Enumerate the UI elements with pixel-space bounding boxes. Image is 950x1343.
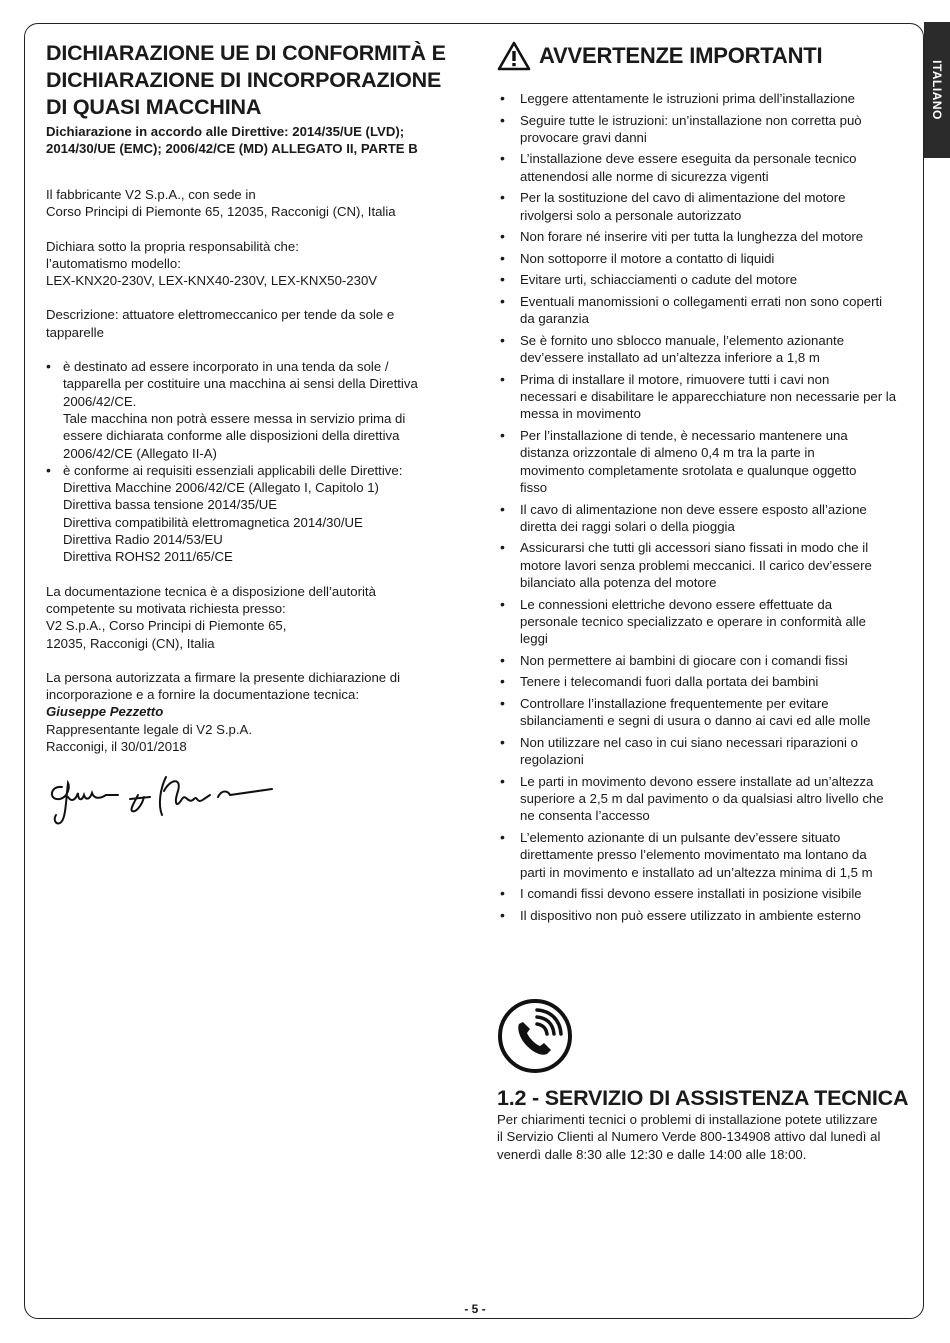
language-tab-label: ITALIANO xyxy=(930,60,944,120)
list-item: • Non permettere ai bambini di giocare con i comandi fissi xyxy=(497,652,909,669)
warnings-list xyxy=(497,90,909,924)
list-item: • Leggere attentamente le istruzioni prima dell’installazione xyxy=(497,90,909,107)
declaration-bullets xyxy=(46,358,446,566)
documentation-paragraph: La documentazione tecnica è a disposizione dell’autorità competente su motivata richiesta presso: V2 S.p.A., Corso Principi di Piemonte 65, 12035, Racconigi (CN), Italia xyxy=(46,583,376,651)
list-item: • Non sottoporre il motore a contatto di liquidi xyxy=(497,250,909,267)
list-item: • Le connessioni elettriche devono essere effettuate da personale tecnico specializzato e operare in conformità alle leggi xyxy=(497,596,909,648)
list-item: • L’installazione deve essere eseguita da personale tecnico attenendosi alle norme di sicurezza vigenti xyxy=(497,150,909,185)
declaration-title: DICHIARAZIONE UE DI CONFORMITÀ E DICHIARAZIONE DI INCORPORAZIONE DI QUASI MACCHINA xyxy=(46,41,446,119)
declaration-column xyxy=(46,40,446,834)
list-item: • Tenere i telecomandi fuori dalla portata dei bambini xyxy=(497,673,909,690)
list-item: • Il cavo di alimentazione non deve essere esposto all’azione diretta dei raggi solari o della pioggia xyxy=(497,501,909,536)
list-item: • Evitare urti, schiacciamenti o cadute del motore xyxy=(497,271,909,288)
list-item: • Le parti in movimento devono essere installate ad un’altezza superiore a 2,5 m dal pavimento o da qualsiasi altro livello che ne consenta l’accesso xyxy=(497,773,909,825)
list-item: • L’elemento azionante di un pulsante dev’essere situato direttamente presso l’elemento movimentato ma lontano da parti in movimento e installato ad un’altezza minima di 1,5 m xyxy=(497,829,909,881)
list-item: • Per la sostituzione del cavo di alimentazione del motore rivolgersi solo a personale autorizzato xyxy=(497,189,909,224)
assistance-section xyxy=(497,998,917,1163)
warnings-column xyxy=(497,40,909,928)
declaration-subtitle: Dichiarazione in accordo alle Direttive: 2014/35/UE (LVD); 2014/30/UE (EMC); 2006/42/CE (MD) ALLEGATO II, PARTE B xyxy=(46,124,418,156)
list-item: • Il dispositivo non può essere utilizzato in ambiente esterno xyxy=(497,907,909,924)
list-item: • Prima di installare il motore, rimuovere tutti i cavi non necessari e disabilitare le apparecchiature non necessarie per la messa in movimento xyxy=(497,371,909,423)
page-number: - 5 - xyxy=(464,1302,486,1316)
signer-role: Rappresentante legale di V2 S.p.A. xyxy=(46,721,253,737)
warnings-title: AVVERTENZE IMPORTANTI xyxy=(539,43,823,68)
list-item: • Se è fornito uno sblocco manuale, l’elemento azionante dev’essere installato ad un’altezza inferiore a 1,8 m xyxy=(497,332,909,367)
language-tab xyxy=(924,22,950,158)
place-date: Racconigi, il 30/01/2018 xyxy=(46,739,187,755)
authorized-paragraph: La persona autorizzata a firmare la presente dichiarazione di incorporazione e a fornire la documentazione tecnica: Giuseppe Pezzetto Rappresentante legale di V2 S.p.A. Racconigi, il 30/01/2018 xyxy=(46,669,446,755)
list-item: • Non utilizzare nel caso in cui siano necessari riparazioni o regolazioni xyxy=(497,734,909,769)
manufacturer-paragraph: Il fabbricante V2 S.p.A., con sede in Corso Principi di Piemonte 65, 12035, Racconigi (CN), Italia xyxy=(46,187,396,220)
description-paragraph: Descrizione: attuatore elettromeccanico per tende da sole e tapparelle xyxy=(46,307,395,340)
list-item: • è conforme ai requisiti essenziali applicabili delle Direttive: Direttiva Macchine 2006/42/CE (Allegato I, Capitolo 1) Direttiva bassa tensione 2014/35/UE Direttiva compatibilità elettromagnetica 2014/30/UE Direttiva Radio 2014/53/EU Direttiva ROHS2 2011/65/CE xyxy=(46,462,446,566)
assistance-body: Per chiarimenti tecnici o problemi di installazione potete utilizzare il Servizio Clienti al Numero Verde 800-134908 attivo dal lunedì al venerdì dalle 8:30 alle 12:30 e dalle 14:00 alle 18:00. xyxy=(497,1112,881,1162)
list-item: • Per l’installazione di tende, è necessario mantenere una distanza orizzontale di almeno 0,4 m tra la parte in movimento completamente srotolata e qualunque oggetto fisso xyxy=(497,427,909,496)
list-item: • è destinato ad essere incorporato in una tenda da sole / tapparella per costituire una macchina ai sensi della Direttiva 2006/42/CE. Tale macchina non potrà essere messa in servizio prima di essere dichiarata conforme alle disposizioni della direttiva 2006/42/CE (Allegato II-A) xyxy=(46,358,446,462)
signer-name: Giuseppe Pezzetto xyxy=(46,704,164,720)
list-item: • I comandi fissi devono essere installati in posizione visibile xyxy=(497,885,909,902)
assistance-title: 1.2 - SERVIZIO DI ASSISTENZA TECNICA xyxy=(497,1086,909,1110)
warnings-header xyxy=(497,40,909,72)
list-item: • Eventuali manomissioni o collegamenti errati non sono coperti da garanzia xyxy=(497,293,909,328)
list-item: • Assicurarsi che tutti gli accessori siano fissati in modo che il motore lavori senza problemi meccanici. Il carico dev’essere bilanciato alla potenza del motore xyxy=(497,539,909,591)
phone-support-icon xyxy=(497,998,573,1074)
signature-image xyxy=(46,769,276,829)
declares-paragraph: Dichiara sotto la propria responsabilità che: l’automatismo modello: LEX-KNX20-230V, LEX-KNX40-230V, LEX-KNX50-230V xyxy=(46,238,378,289)
list-item: • Seguire tutte le istruzioni: un’installazione non corretta può provocare gravi danni xyxy=(497,112,909,147)
warning-triangle-icon xyxy=(497,41,531,71)
list-item: • Controllare l’installazione frequentemente per evitare sbilanciamenti e segni di usura o danno ai cavi ed alle molle xyxy=(497,695,909,730)
list-item: • Non forare né inserire viti per tutta la lunghezza del motore xyxy=(497,228,909,245)
